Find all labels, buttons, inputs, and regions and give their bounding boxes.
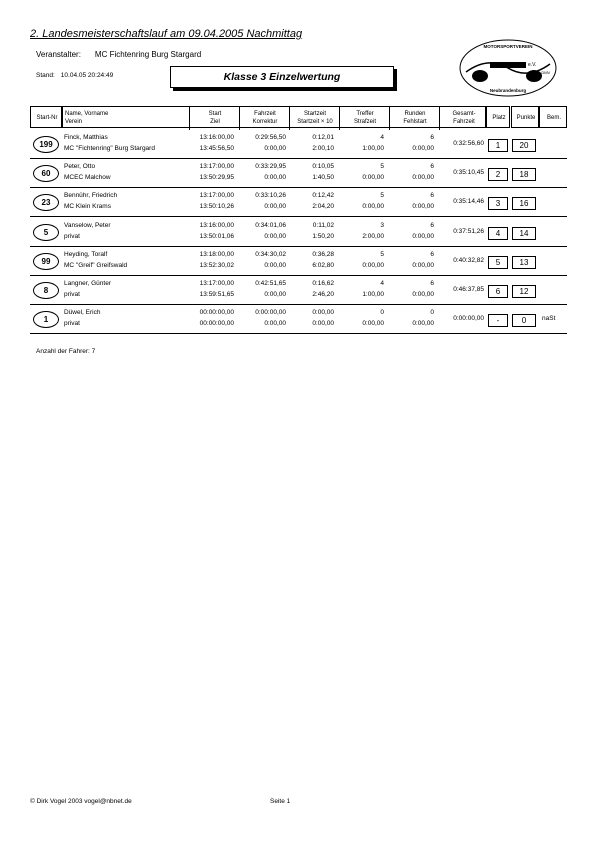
- cell-startzeit-x10: 2:00,10: [312, 145, 334, 152]
- cell-startzeit-x10: 0:00,00: [312, 320, 334, 328]
- stand-value: 10.04.05 20:24:49: [60, 72, 114, 79]
- logo-bottom-text: Neubrandenburg: [489, 88, 527, 93]
- cell-gesamt: 0:32:56,60: [453, 140, 484, 147]
- cell-start: 13:17:00,00: [199, 163, 234, 171]
- cell-treffer: 5: [380, 192, 384, 200]
- start-number-badge: 60: [33, 165, 59, 182]
- table-row: [30, 277, 567, 305]
- cell-fahrzeit: 0:33:29,95: [255, 163, 286, 171]
- table-row: [30, 131, 567, 159]
- cell-verein: privat: [64, 320, 80, 328]
- header-startnr: Start-Nr: [30, 106, 62, 128]
- header-bem: Bem.: [539, 106, 567, 128]
- cell-runden: 6: [430, 192, 434, 200]
- cell-korrektur: 0:00,00: [264, 261, 286, 269]
- header-name-verein: Name, Vorname Verein: [65, 111, 109, 125]
- rider-count: Anzahl der Fahrer: 7: [36, 348, 96, 355]
- organizer-value: MC Fichtenring Burg Stargard: [94, 50, 202, 59]
- cell-korrektur: 0:00,00: [264, 145, 286, 152]
- cell-strafzeit: 1:00,00: [362, 145, 384, 152]
- cell-verein: MC "Fichtenring" Burg Stargard: [64, 145, 155, 152]
- header-gesamt: Gesamt- Fahrzeit: [439, 107, 488, 130]
- organizer: [36, 50, 201, 59]
- table-row: [30, 160, 567, 188]
- cell-ziel: 13:52:30,02: [199, 261, 234, 269]
- cell-treffer: 5: [380, 250, 384, 258]
- footer-copyright: © Dirk Vogel 2003 vogel@nbnet.de: [30, 798, 132, 805]
- table-row: [30, 219, 567, 247]
- cell-fehlstart: 0:00,00: [412, 174, 434, 182]
- club-logo: [458, 38, 558, 98]
- cell-startzeit: 0:10,05: [312, 163, 334, 171]
- stand-label: Stand:: [36, 72, 55, 79]
- cell-verein: MC "Greif" Greifswald: [64, 261, 128, 269]
- cell-fahrzeit: 0:29:56,50: [255, 134, 286, 141]
- start-number-badge: 1: [33, 311, 59, 328]
- cell-bem: naSt: [542, 315, 556, 323]
- cell-treffer: 4: [380, 280, 384, 287]
- cell-verein: privat: [64, 232, 80, 240]
- start-number-badge: 8: [33, 282, 59, 299]
- page-title: 2. Landesmeisterschaftslauf am 09.04.2005 Nachmittag: [30, 28, 303, 40]
- header-startzeit: Startzeit Startzeit × 10: [289, 107, 340, 130]
- platz-box: 2: [488, 168, 508, 181]
- punkte-box: 18: [512, 168, 536, 181]
- cell-name: Bennühr, Friedrich: [64, 192, 118, 200]
- cell-strafzeit: 1:00,00: [362, 291, 384, 298]
- cell-korrektur: 0:00,00: [264, 203, 286, 211]
- start-number-badge: 5: [33, 224, 59, 241]
- logo-mid-text: e.V.: [528, 62, 537, 68]
- cell-runden: 6: [430, 163, 434, 171]
- cell-startzeit: 0:11,02: [312, 221, 334, 229]
- cell-fahrzeit: 0:34:01,06: [255, 221, 286, 229]
- cell-ziel: 13:59:51,65: [199, 291, 234, 298]
- cell-strafzeit: 0:00,00: [362, 261, 384, 269]
- cell-fahrzeit: 0:42:51,65: [255, 280, 286, 287]
- cell-name: Düwel, Erich: [64, 309, 101, 317]
- cell-ziel: 13:45:56,50: [199, 145, 234, 152]
- header-start-ziel: Start Ziel: [189, 107, 240, 130]
- cell-gesamt: 0:40:32,82: [453, 256, 484, 264]
- logo-top-text: MOTORSPORTVEREIN: [483, 44, 533, 49]
- cell-start: 00:00:00,00: [199, 309, 234, 317]
- platz-box: 1: [488, 139, 508, 152]
- cell-name: Peter, Otto: [64, 163, 96, 171]
- logo-sub-text: im DMV: [536, 70, 551, 75]
- cell-verein: privat: [64, 291, 80, 298]
- platz-box: 6: [488, 285, 508, 298]
- cell-name: Finck, Matthias: [64, 134, 108, 141]
- platz-box: 3: [488, 197, 508, 210]
- cell-treffer: 4: [380, 134, 384, 141]
- cell-fehlstart: 0:00,00: [412, 291, 434, 298]
- cell-startzeit-x10: 2:04,20: [312, 203, 334, 211]
- start-number-badge: 99: [33, 253, 59, 270]
- cell-name: Heyding, Toralf: [64, 250, 108, 258]
- cell-start: 13:17:00,00: [199, 280, 234, 287]
- cell-fehlstart: 0:00,00: [412, 232, 434, 240]
- cell-fehlstart: 0:00,00: [412, 320, 434, 328]
- cell-verein: MC Klein Krams: [64, 203, 111, 211]
- cell-name: Langner, Günter: [64, 280, 111, 287]
- cell-start: 13:18:00,00: [199, 250, 234, 258]
- cell-startzeit: 0:12,01: [312, 134, 334, 141]
- header-main: [62, 106, 486, 128]
- cell-start: 13:16:00,00: [199, 134, 234, 141]
- punkte-box: 14: [512, 227, 536, 240]
- cell-startzeit: 0:16,62: [312, 280, 334, 287]
- table-row: [30, 189, 567, 217]
- punkte-box: 13: [512, 256, 536, 269]
- cell-gesamt: 0:46:37,85: [453, 286, 484, 293]
- cell-startzeit-x10: 1:50,20: [312, 232, 334, 240]
- stand-timestamp: [36, 72, 113, 79]
- cell-fahrzeit: 0:34:30,02: [255, 250, 286, 258]
- platz-box: 4: [488, 227, 508, 240]
- cell-gesamt: 0:35:10,45: [453, 169, 484, 177]
- cell-runden: 6: [430, 250, 434, 258]
- cell-start: 13:16:00,00: [199, 221, 234, 229]
- header-treffer: Treffer Strafzeit: [339, 107, 390, 130]
- cell-verein: MCEC Malchow: [64, 174, 111, 182]
- cell-startzeit: 0:36,28: [312, 250, 334, 258]
- punkte-box: 0: [512, 314, 536, 327]
- cell-fahrzeit: 0:33:10,26: [255, 192, 286, 200]
- cell-strafzeit: 2:00,00: [362, 232, 384, 240]
- header-platz: Platz: [486, 106, 510, 128]
- cell-gesamt: 0:35:14,46: [453, 198, 484, 206]
- cell-name: Vanselow, Peter: [64, 221, 111, 229]
- cell-strafzeit: 0:00,00: [362, 203, 384, 211]
- cell-fehlstart: 0:00,00: [412, 203, 434, 211]
- header-runden: Runden Fehlstart: [389, 107, 440, 130]
- cell-runden: 6: [430, 221, 434, 229]
- cell-korrektur: 0:00,00: [264, 291, 286, 298]
- cell-strafzeit: 0:00,00: [362, 174, 384, 182]
- class-title: Klasse 3 Einzelwertung: [170, 66, 394, 88]
- footer-page: Seite 1: [270, 798, 291, 805]
- cell-korrektur: 0:00,00: [264, 232, 286, 240]
- cell-fahrzeit: 0:00:00,00: [255, 309, 286, 317]
- table-row: [30, 248, 567, 276]
- cell-ziel: 13:50:10,26: [199, 203, 234, 211]
- punkte-box: 12: [512, 285, 536, 298]
- cell-treffer: 0: [380, 309, 384, 317]
- cell-ziel: 00:00:00,00: [199, 320, 234, 328]
- cell-startzeit-x10: 6:02,80: [312, 261, 334, 269]
- cell-treffer: 3: [380, 221, 384, 229]
- platz-box: 5: [488, 256, 508, 269]
- cell-treffer: 5: [380, 163, 384, 171]
- cell-startzeit: 0:00,00: [312, 309, 334, 317]
- start-number-badge: 199: [33, 136, 59, 153]
- cell-gesamt: 0:00:00,00: [453, 315, 484, 323]
- organizer-label: Veranstalter:: [36, 50, 81, 59]
- cell-ziel: 13:50:01,06: [199, 232, 234, 240]
- cell-startzeit-x10: 1:40,50: [312, 174, 334, 182]
- punkte-box: 16: [512, 197, 536, 210]
- cell-gesamt: 0:37:51,26: [453, 227, 484, 235]
- cell-runden: 0: [430, 309, 434, 317]
- header-punkte: Punkte: [511, 106, 539, 128]
- header-fahrzeit: Fahrzeit Korrektur: [239, 107, 290, 130]
- cell-korrektur: 0:00,00: [264, 174, 286, 182]
- start-number-badge: 23: [33, 194, 59, 211]
- table-row: [30, 306, 567, 334]
- cell-runden: 6: [430, 280, 434, 287]
- punkte-box: 20: [512, 139, 536, 152]
- cell-strafzeit: 0:00,00: [362, 320, 384, 328]
- cell-startzeit-x10: 2:46,20: [312, 291, 334, 298]
- cell-startzeit: 0:12,42: [312, 192, 334, 200]
- cell-korrektur: 0:00,00: [264, 320, 286, 328]
- cell-ziel: 13:50:29,95: [199, 174, 234, 182]
- cell-fehlstart: 0:00,00: [412, 145, 434, 152]
- cell-start: 13:17:00,00: [199, 192, 234, 200]
- cell-runden: 6: [430, 134, 434, 141]
- cell-fehlstart: 0:00,00: [412, 261, 434, 269]
- platz-box: -: [488, 314, 508, 327]
